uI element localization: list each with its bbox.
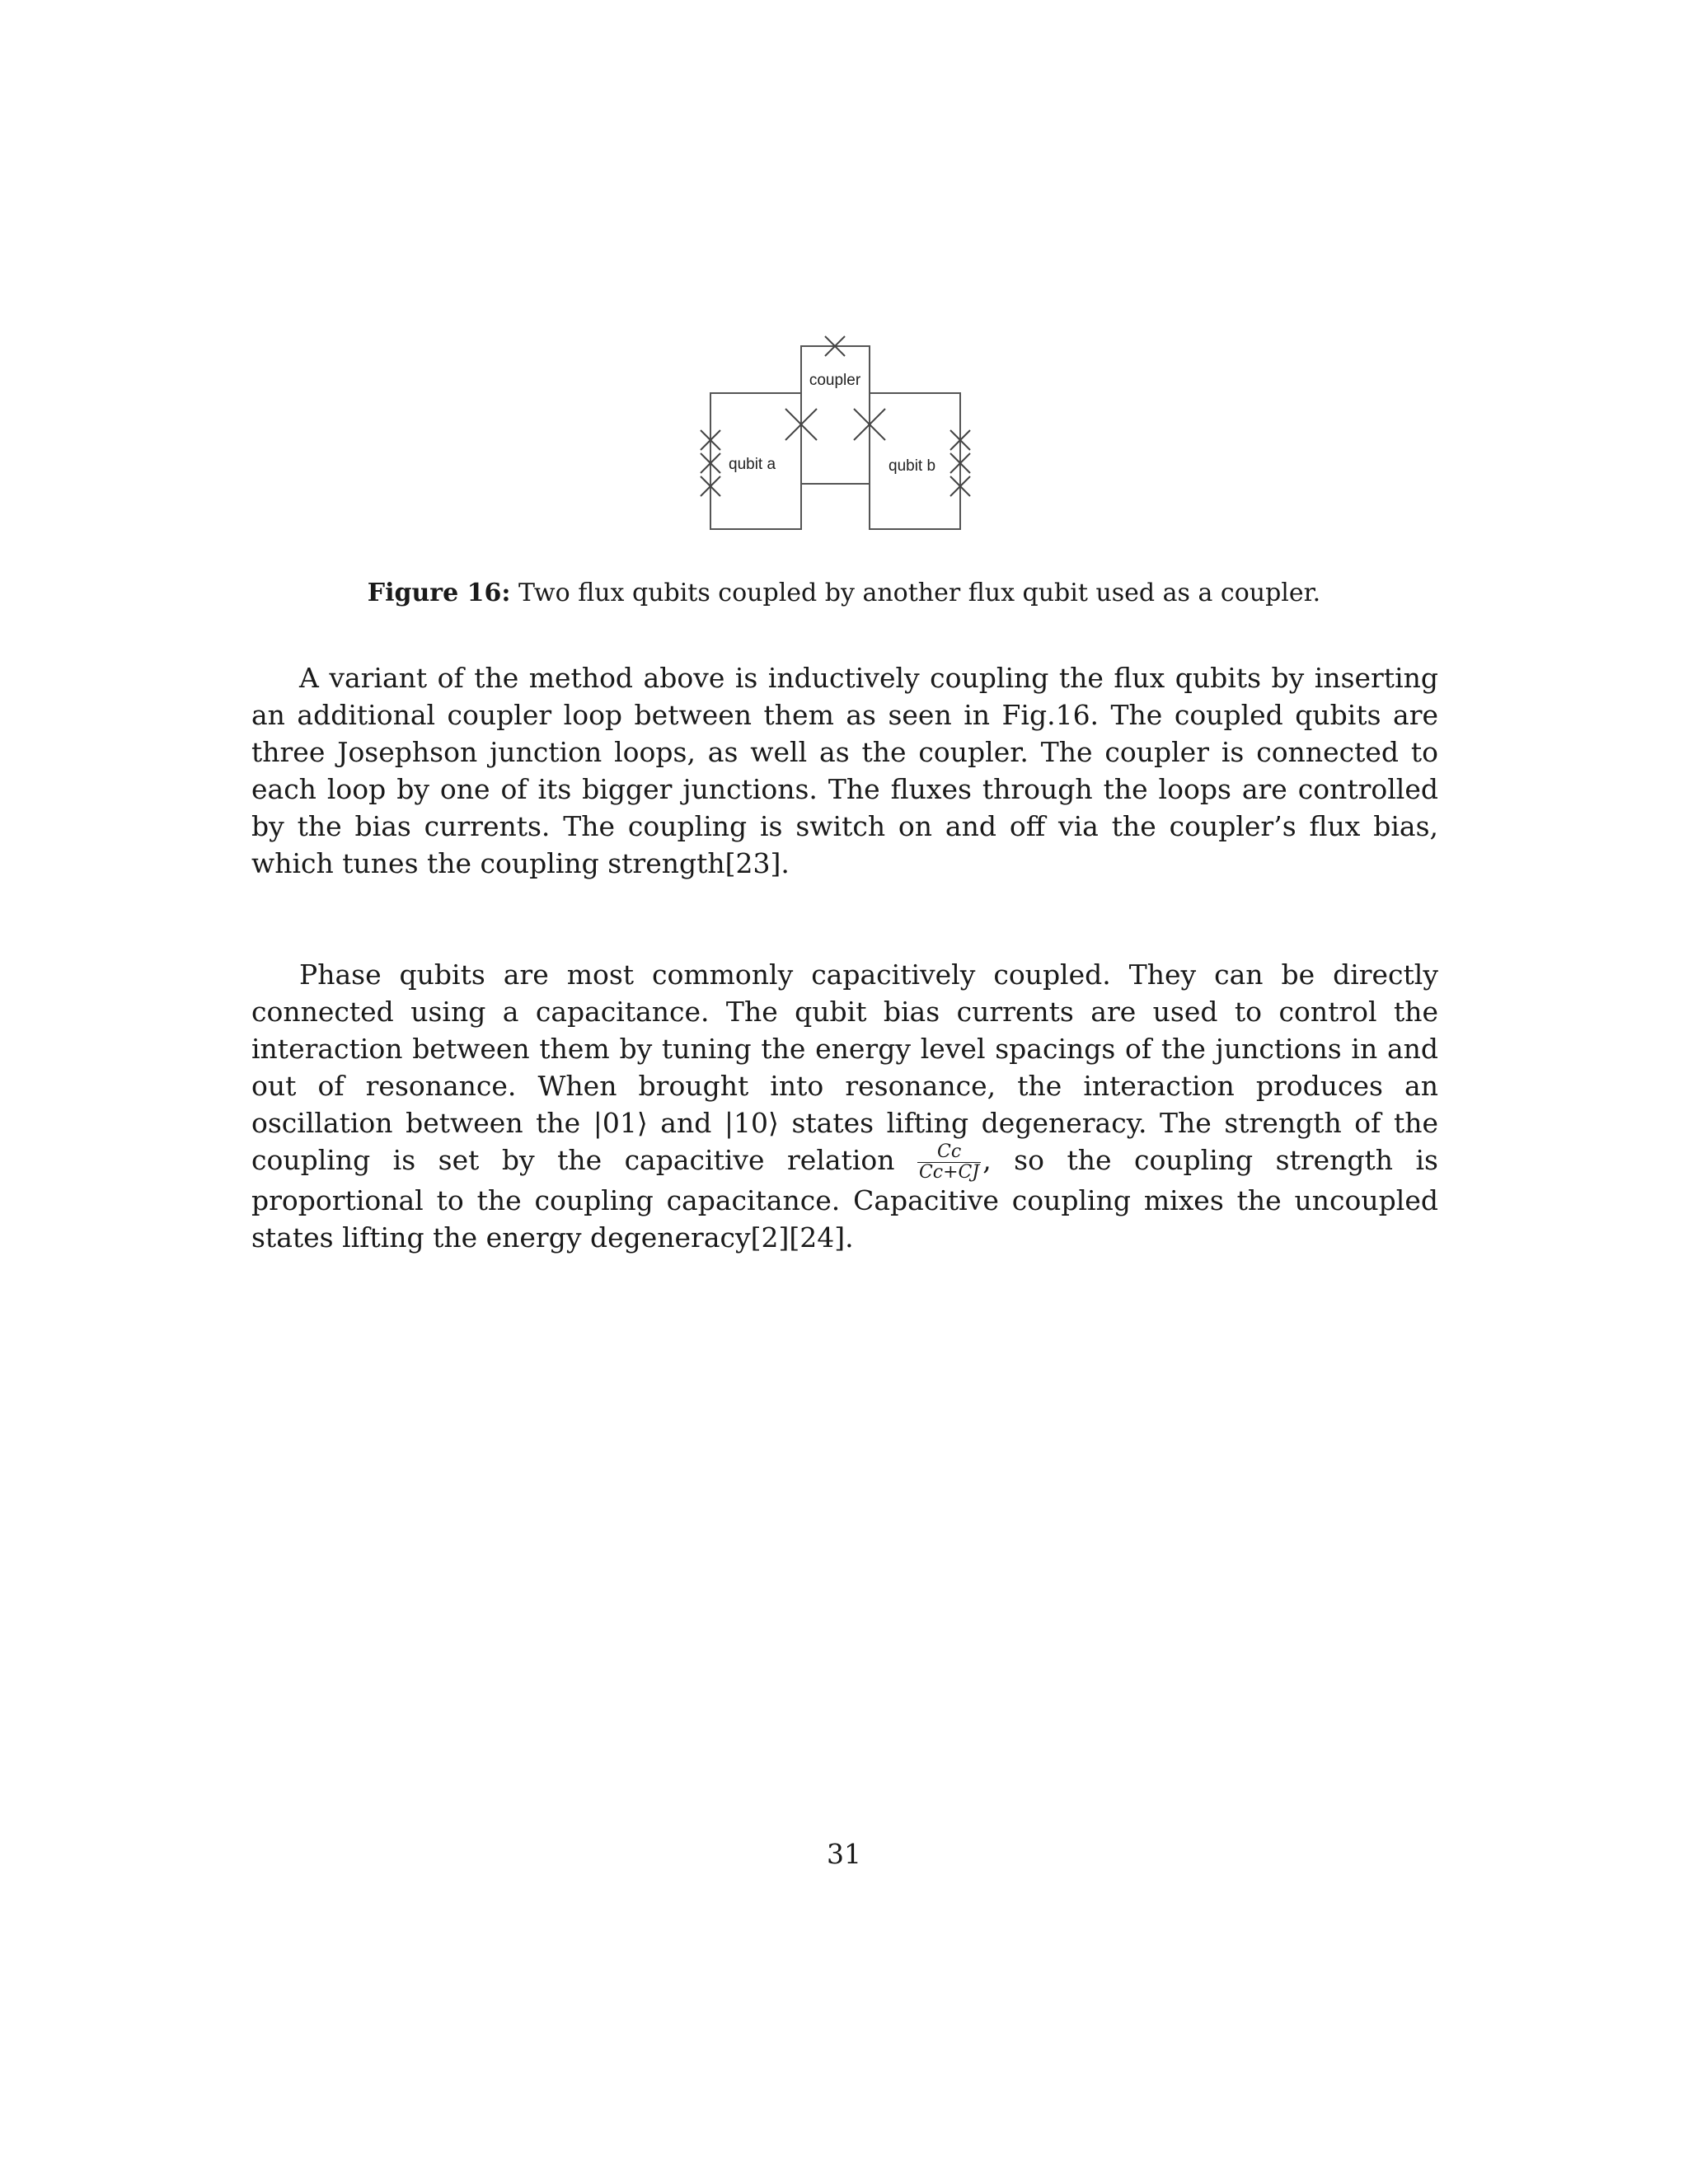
caption-text: Two flux qubits coupled by another flux qubit used as a coupler. bbox=[518, 579, 1321, 607]
paragraph-inductive-coupling: A variant of the method above is inductively coupling the flux qubits by inserting an additional coupler loop between them as seen in Fig.16. The coupled qubits are three Josephson junction loops, as well as the coupler. The coupler is connected to each loop by one of its bigger junctions. The fluxes through the loops are controlled by the bias currents. The coupling is switch on and off via the coupler’s flux bias, which tunes the coupling strength[23]. bbox=[251, 662, 1438, 879]
qubit-a-junctions bbox=[701, 430, 720, 496]
paragraph-text-after-fraction: , so the coupling strength is proportional to the coupling capacitance. Capacitive coupling mixes the uncoupled states lifting the energy degeneracy[2][24]. bbox=[251, 1144, 1438, 1254]
qubit-b-label: qubit b bbox=[889, 457, 936, 475]
figure-caption bbox=[0, 577, 1688, 610]
capacitance-fraction bbox=[917, 1143, 981, 1182]
coupler-label: coupler bbox=[809, 372, 861, 389]
flux-qubit-coupler-diagram bbox=[0, 0, 1688, 560]
caption-label: Figure 16: bbox=[367, 579, 511, 607]
paragraph-capacitive-coupling bbox=[251, 956, 1438, 1256]
figure-16 bbox=[0, 0, 1688, 560]
fraction-numerator: Cc bbox=[917, 1143, 981, 1163]
fraction-denominator: Cc+CJ bbox=[918, 1161, 980, 1183]
qubit-b-junctions bbox=[950, 430, 970, 496]
qubit-a-label: qubit a bbox=[729, 456, 776, 473]
paragraph-text-before-fraction: Phase qubits are most commonly capacitively coupled. They can be directly connected using a capacitance. The qubit bias currents are used to control the interaction between them by tuning the energy level spacings of the junctions in and out of resonance. When brought into resonance, the interaction produces an oscillation between the |01⟩ and |10⟩ states lifting degeneracy. The strength of the coupling is set by the capacitive relation bbox=[251, 958, 1438, 1176]
page-number: 31 bbox=[827, 1838, 861, 1870]
